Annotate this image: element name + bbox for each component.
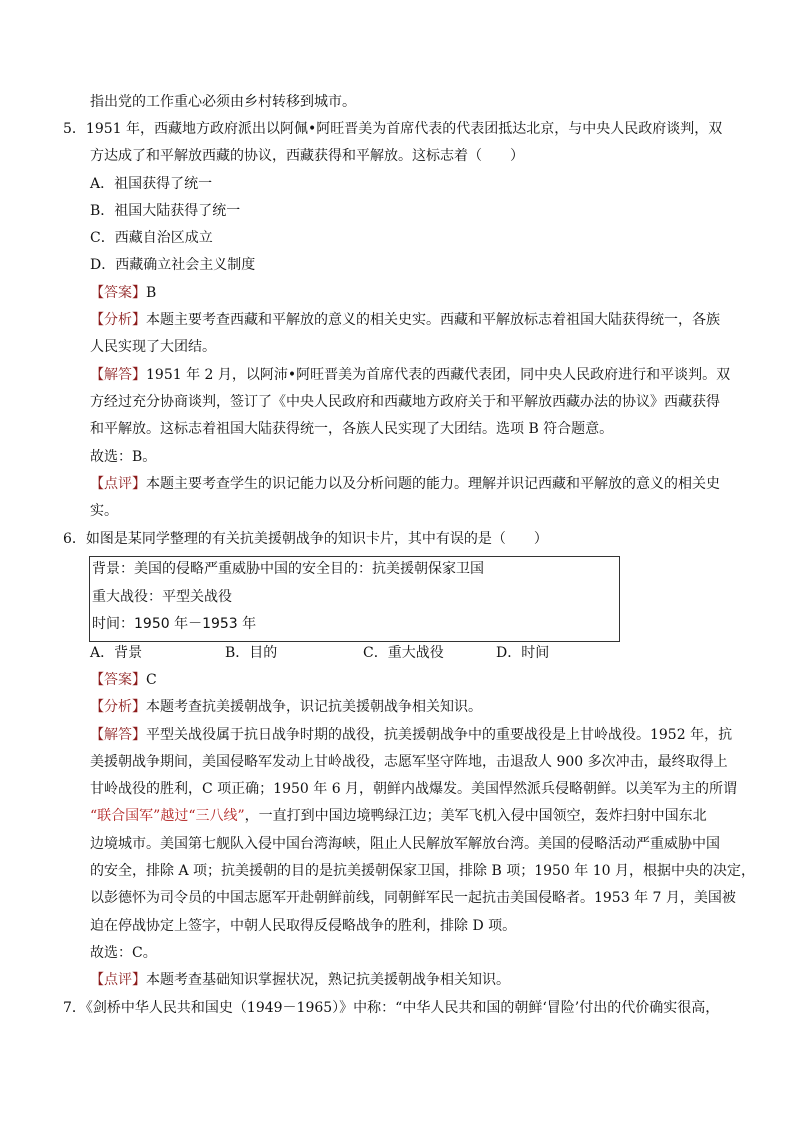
q6-comment-text: 本题考查基础知识掌握状况，熟记抗美援朝战争相关知识。	[146, 972, 510, 988]
q6-solution-line5: 边境城市。美国第七舰队入侵中国台湾海峡，阻止人民解放军解放台湾。美国的侵略活动严重威胁中国	[90, 836, 720, 852]
q5-comment-line2: 实。	[90, 503, 118, 519]
q5-comment-text: 本题主要考查学生的识记能力以及分析问题的能力。理解并识记西藏和平解放的意义的相关史	[146, 476, 720, 492]
q6-choose: 故选：C。	[90, 945, 157, 961]
knowledge-card	[89, 556, 620, 642]
card-row-time: 时间：1950 年－1953 年	[92, 616, 257, 632]
q6-solution-line4-rest: ，一直打到中国边境鸭绿江边；美军飞机入侵中国领空，轰炸扫射中国东北	[244, 808, 707, 824]
q5-option-c: C．西藏自治区成立	[90, 230, 213, 246]
q5-stem-line2: 方达成了和平解放西藏的协议，西藏获得和平解放。这标志着（ ）	[90, 148, 524, 164]
q5-solution-line1	[90, 366, 730, 384]
q6-solution-line6: 的安全，排除 A 项；抗美援朝的目的是抗美援朝保家卫国，排除 B 项；1950 年 10 月，根据中央的决定，	[90, 863, 755, 879]
highlighted-phrase: “联合国军”越过“三八线”	[90, 808, 245, 824]
q5-choose: 故选：B。	[90, 449, 157, 465]
solution-tag: 【解答】	[90, 367, 146, 383]
q6-option-c: C．重大战役	[363, 645, 444, 661]
q6-solution-line8: 迫在停战协定上签字，中朝人民取得反侵略战争的胜利，排除 D 项。	[90, 918, 517, 934]
comment-tag: 【点评】	[90, 972, 146, 988]
q5-option-a: A．祖国获得了统一	[90, 176, 213, 192]
comment-tag: 【点评】	[90, 476, 146, 492]
answer-tag: 【答案】	[90, 672, 146, 688]
q6-solution-line1	[90, 726, 733, 744]
card-row-battle: 重大战役：平型关战役	[92, 589, 232, 605]
q5-analysis-text: 本题主要考查西藏和平解放的意义的相关史实。西藏和平解放标志着祖国大陆获得统一，各族	[146, 312, 720, 328]
q6-analysis	[90, 698, 730, 716]
q6-analysis-text: 本题考查抗美援朝战争，识记抗美援朝战争相关知识。	[146, 699, 482, 715]
q6-solution-text: 平型关战役属于抗日战争时期的战役，抗美援朝战争中的重要战役是上甘岭战役。1952 年，抗	[146, 727, 733, 743]
q4-tail-text: 指出党的工作重心必须由乡村转移到城市。	[90, 94, 356, 110]
q5-analysis-line1	[90, 311, 730, 329]
q5-stem-line1: 5．1951 年，西藏地方政府派出以阿佩•阿旺晋美为首席代表的代表团抵达北京，与中央人民政府谈判，双	[63, 121, 723, 137]
analysis-tag: 【分析】	[90, 312, 146, 328]
q6-answer	[90, 671, 730, 689]
answer-tag: 【答案】	[90, 285, 146, 301]
q6-option-b: B．目的	[225, 645, 278, 661]
q5-solution-line2: 方经过充分协商谈判，签订了《中央人民政府和西藏地方政府关于和平解放西藏办法的协议》西藏获得	[90, 394, 720, 410]
q6-solution-line7: 以彭德怀为司令员的中国志愿军开赴朝鲜前线，同朝鲜军民一起抗击美国侵略者。1953 年 7 月，美国被	[90, 890, 736, 906]
q5-answer	[90, 284, 730, 302]
q6-comment	[90, 971, 730, 989]
q5-comment-line1	[90, 475, 730, 493]
q7-stem: 7．《剑桥中华人民共和国史（1949－1965）》中称：“中华人民共和国的朝鲜‘冒险’付出的代价确实很高，	[63, 1000, 720, 1016]
q5-option-b: B．祖国大陆获得了统一	[90, 203, 241, 219]
q6-answer-value: C	[146, 672, 157, 688]
q6-solution-line2: 美援朝战争期间，美国侵略军发动上甘岭战役，志愿军坚守阵地，击退敌人 900 多次冲击，最终取得上	[90, 754, 728, 770]
q6-option-a: A．背景	[90, 645, 143, 661]
q6-solution-line3: 甘岭战役的胜利，C 项正确；1950 年 6 月，朝鲜内战爆发。美国悍然派兵侵略朝鲜。以美军为主的所谓	[90, 781, 738, 797]
analysis-tag: 【分析】	[90, 699, 146, 715]
q6-option-d: D．时间	[496, 645, 550, 661]
solution-tag: 【解答】	[90, 727, 146, 743]
q6-solution-line4	[90, 807, 730, 825]
q5-solution-text: 1951 年 2 月，以阿沛•阿旺晋美为首席代表的西藏代表团，同中央人民政府进行和平谈判。双	[146, 367, 731, 383]
card-row-background: 背景：美国的侵略严重威胁中国的安全目的：抗美援朝保家卫国	[92, 561, 484, 577]
q5-solution-line3: 和平解放。这标志着祖国大陆获得统一，各族人民实现了大团结。选项 B 符合题意。	[90, 421, 614, 437]
q5-answer-value: B	[146, 285, 157, 301]
q5-option-d: D．西藏确立社会主义制度	[90, 257, 256, 273]
q5-analysis-line2: 人民实现了大团结。	[90, 339, 216, 355]
q6-stem: 6．如图是某同学整理的有关抗美援朝战争的知识卡片，其中有误的是（ ）	[63, 531, 548, 547]
